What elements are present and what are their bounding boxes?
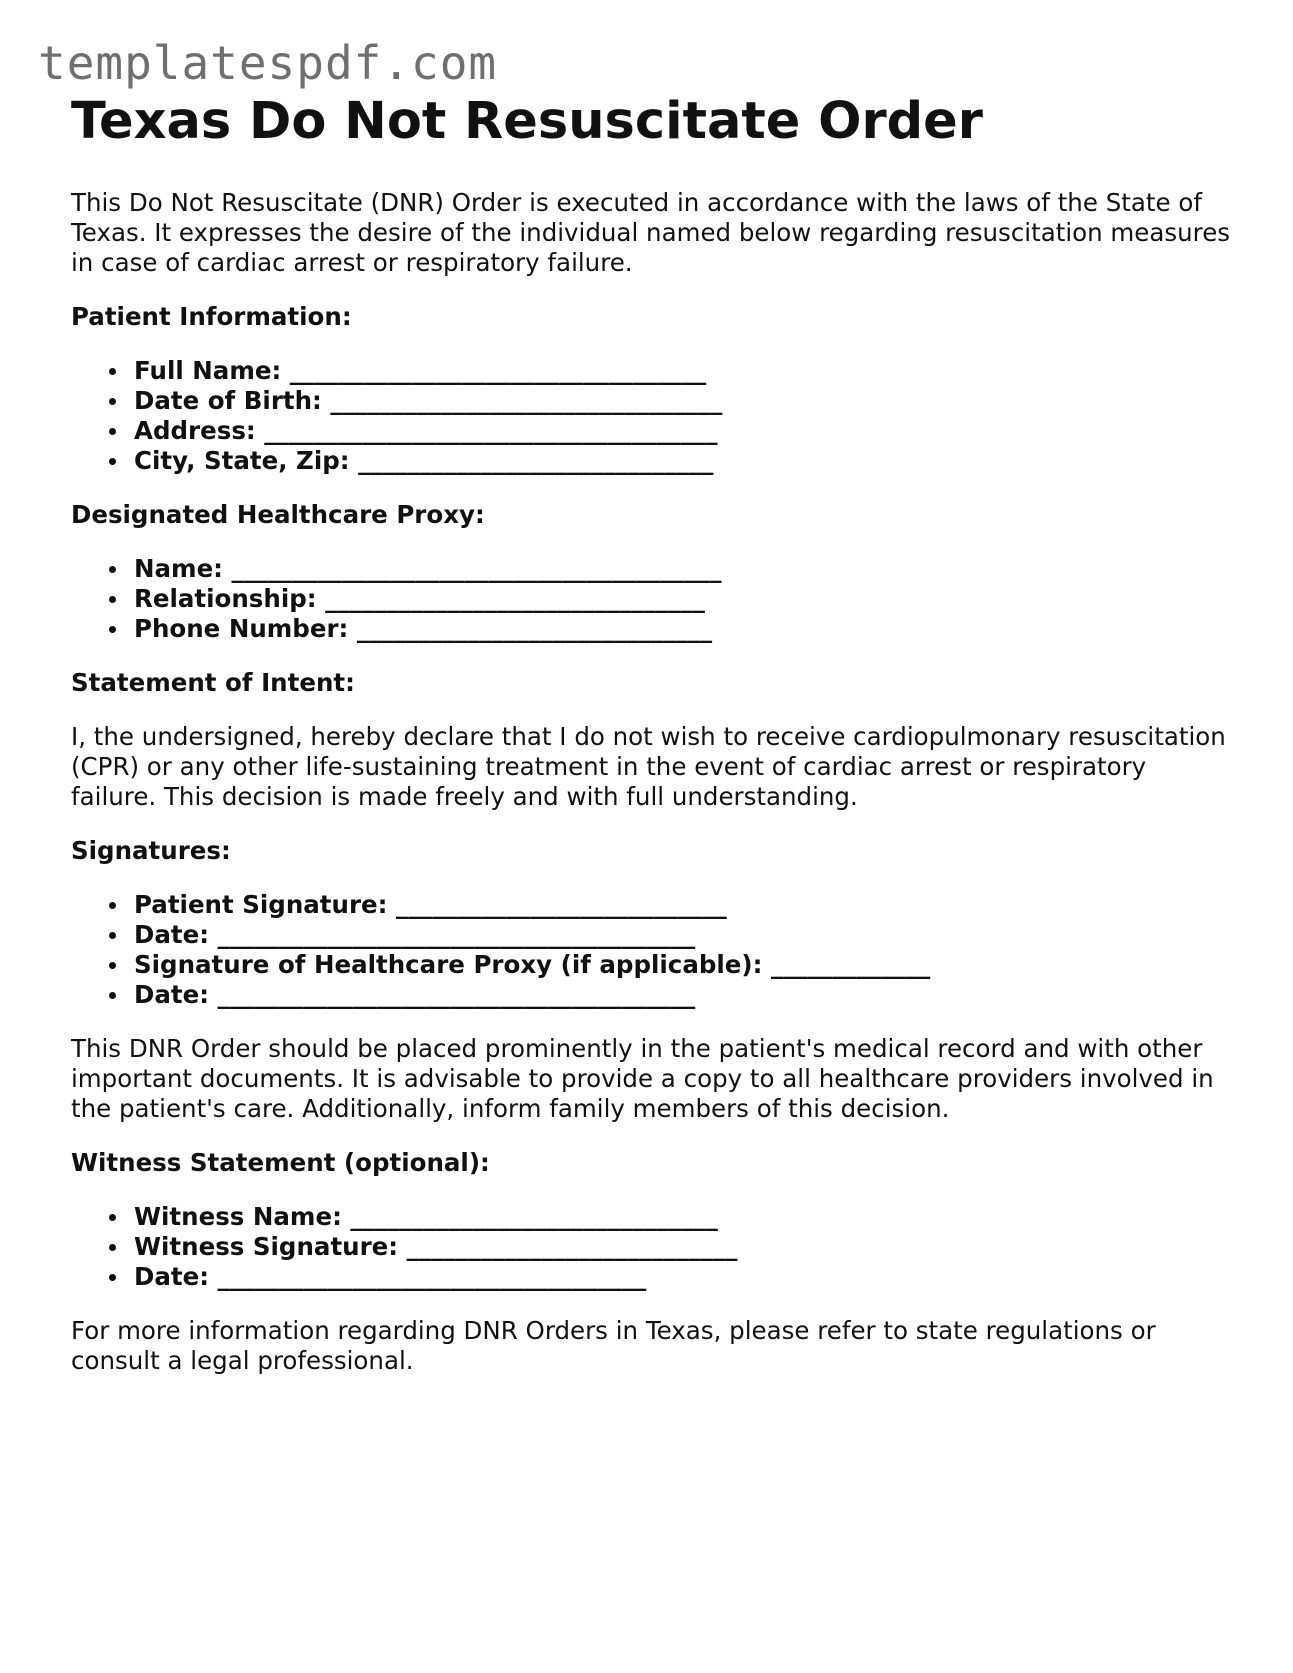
- proxy-phone-field: Phone Number: _____________________________: [134, 614, 1231, 644]
- address-field: Address: _____________________________________: [134, 416, 1231, 446]
- proxy-signature-field: Signature of Healthcare Proxy (if applicable): _____________: [134, 950, 1231, 980]
- witness-heading: Witness Statement (optional):: [71, 1148, 490, 1177]
- witness-date-field: Date: ___________________________________: [134, 1262, 1231, 1292]
- signatures-heading: Signatures:: [71, 836, 231, 865]
- proxy-heading: Designated Healthcare Proxy:: [71, 500, 485, 529]
- intent-heading: Statement of Intent:: [71, 668, 355, 697]
- witness-list: [71, 1202, 1231, 1292]
- patient-info-list: [71, 356, 1231, 476]
- proxy-signature-date-field: Date: _______________________________________: [134, 980, 1231, 1010]
- date-of-birth-field: Date of Birth: ________________________________: [134, 386, 1231, 416]
- page-title: Texas Do Not Resuscitate Order: [71, 92, 983, 151]
- proxy-name-field: Name: ________________________________________: [134, 554, 1231, 584]
- patient-signature-date-field: Date: _______________________________________: [134, 920, 1231, 950]
- signatures-list: [71, 890, 1231, 1010]
- witness-name-field: Witness Name: ______________________________: [134, 1202, 1231, 1232]
- patient-signature-field: Patient Signature: ___________________________: [134, 890, 1231, 920]
- document-page: [71, 92, 1231, 1400]
- city-state-zip-field: City, State, Zip: _____________________________: [134, 446, 1231, 476]
- full-name-field: Full Name: __________________________________: [134, 356, 1231, 386]
- proxy-relationship-field: Relationship: _______________________________: [134, 584, 1231, 614]
- proxy-list: [71, 554, 1231, 644]
- footer-paragraph: For more information regarding DNR Orders in Texas, please refer to state regulations or consult a legal professional.: [71, 1316, 1156, 1375]
- intent-paragraph: I, the undersigned, hereby declare that I do not wish to receive cardiopulmonary resuscitation (CPR) or any other life-sustaining treatment in the event of cardiac arrest or respiratory failure. This decision is made freely and with full understanding.: [71, 722, 1226, 811]
- patient-info-heading: Patient Information:: [71, 302, 352, 331]
- witness-signature-field: Witness Signature: ___________________________: [134, 1232, 1231, 1262]
- placement-note-paragraph: This DNR Order should be placed prominently in the patient's medical record and with other important documents. It is advisable to provide a copy to all healthcare providers involved in the patient's care. Additionally, inform family members of this decision.: [71, 1034, 1214, 1123]
- intro-paragraph: This Do Not Resuscitate (DNR) Order is executed in accordance with the laws of the State of Texas. It expresses the desire of the individual named below regarding resuscitation measures in case of cardiac arrest or respiratory failure.: [71, 188, 1231, 277]
- watermark-text: templatespdf.com: [38, 36, 498, 90]
